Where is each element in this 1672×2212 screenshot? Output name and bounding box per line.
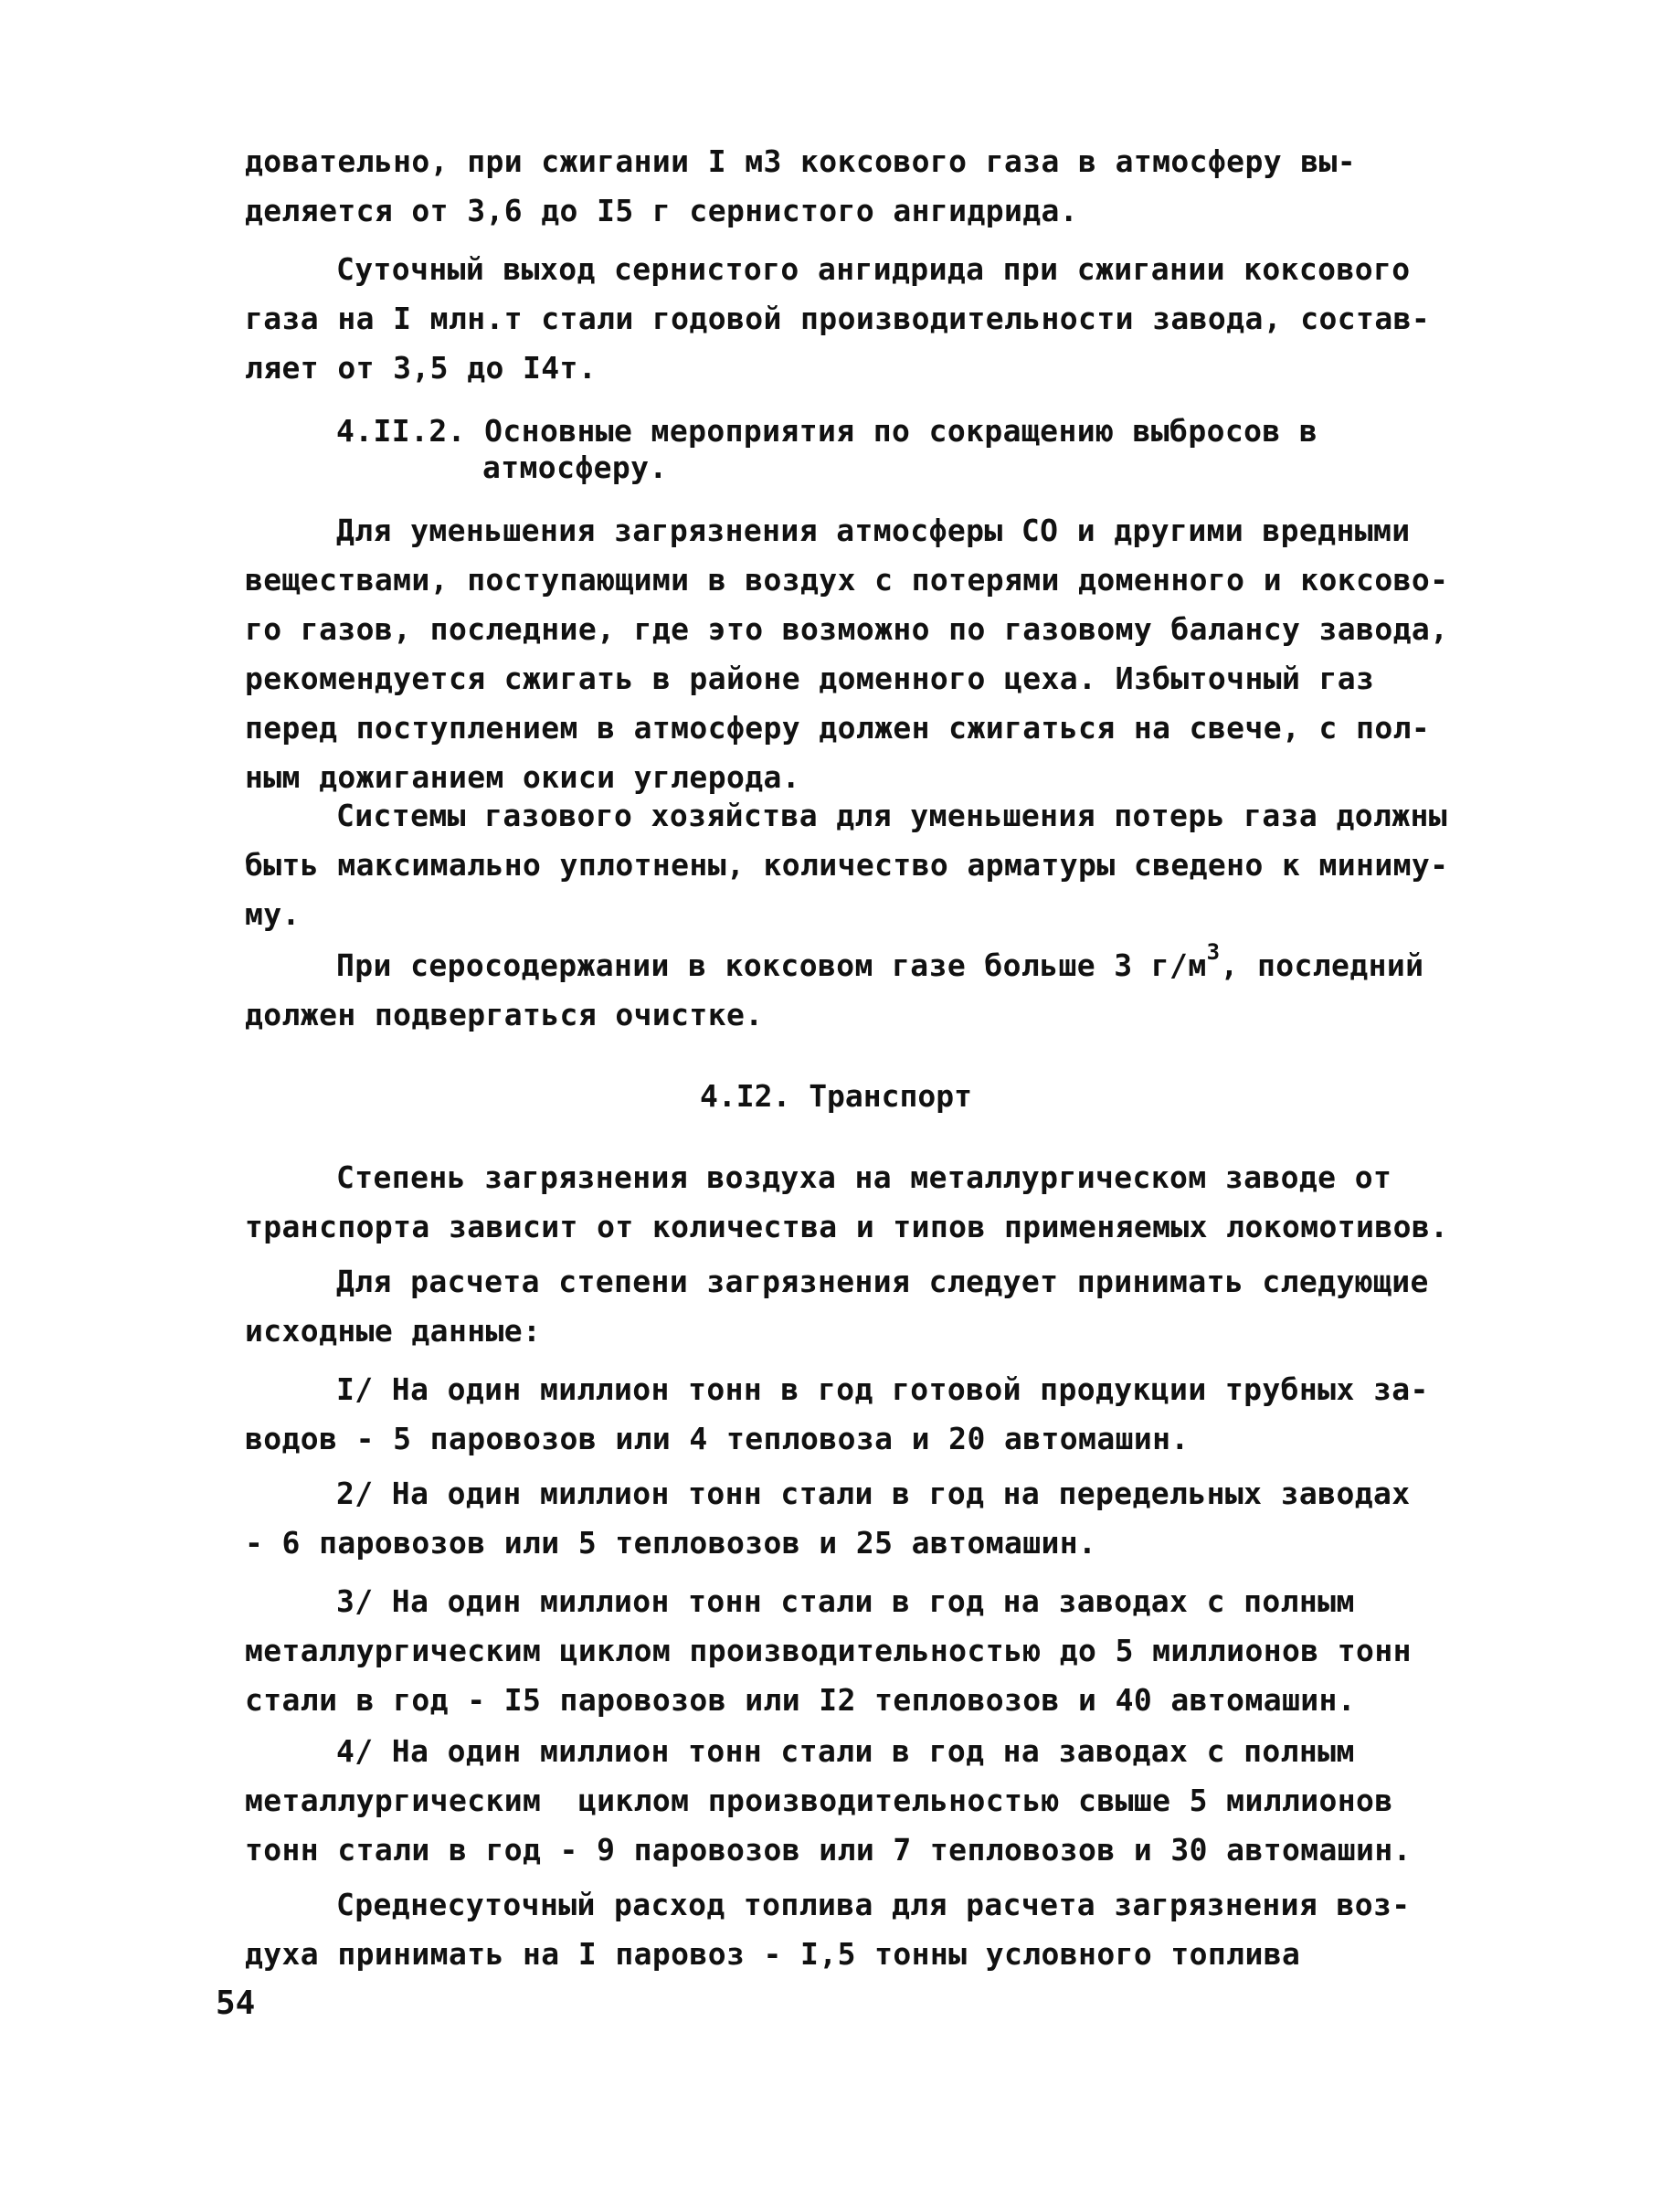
text-line: довательно, при сжигании I м3 коксового газа в атмосферу вы- <box>245 143 1357 179</box>
text-line: - 6 паровозов или 5 тепловозов и 25 автомашин. <box>245 1525 1097 1561</box>
paragraph-continuation <box>245 137 1433 236</box>
text-line: Степень загрязнения воздуха на металлургическом заводе от <box>336 1159 1392 1195</box>
text-line <box>245 941 1433 990</box>
text-line: стали в год - I5 паровозов или I2 тепловозов и 40 автомашин. <box>245 1682 1357 1718</box>
paragraph-emission-measures <box>245 506 1449 802</box>
text-line: 3/ На один миллион тонн стали в год на заводах с полным <box>336 1583 1355 1619</box>
text-line: металлургическим циклом производительностью свыше 5 миллионов <box>245 1783 1393 1818</box>
text-line: го газов, последние, где это возможно по газовому балансу завода, <box>245 611 1449 647</box>
text-line: должен подвергаться очистке. <box>245 997 764 1032</box>
list-item-4 <box>245 1727 1433 1875</box>
text-line: водов - 5 паровозов или 4 тепловоза и 20 автомашин. <box>245 1421 1190 1456</box>
text-line: веществами, поступающими в воздух с потерями доменного и коксово- <box>245 562 1449 598</box>
text-line: духа принимать на I паровоз - I,5 тонны условного топлива <box>245 1936 1301 1972</box>
text-fragment: , последний <box>1220 947 1424 983</box>
paragraph-initial-data <box>245 1257 1433 1356</box>
text-line: му. <box>245 896 301 932</box>
text-line: Для расчета степени загрязнения следует принимать следующие <box>336 1264 1429 1299</box>
text-line: ляет от 3,5 до I4т. <box>245 350 598 386</box>
section-heading-line: атмосферу. <box>482 450 668 485</box>
text-line: 4/ На один миллион тонн стали в год на заводах с полным <box>336 1733 1355 1769</box>
text-line: рекомендуется сжигать в районе доменного цеха. Избыточный газ <box>245 661 1375 696</box>
text-line: быть максимально уплотнены, количество арматуры сведено к миниму- <box>245 847 1449 883</box>
text-line: деляется от 3,6 до I5 г сернистого ангидрида. <box>245 193 1079 228</box>
text-line: ным дожиганием окиси углерода. <box>245 759 801 795</box>
text-fragment: При серосодержании в коксовом газе больше 3 г/м <box>336 947 1207 983</box>
paragraph-sulfur-output <box>245 245 1433 393</box>
text-line: Среднесуточный расход топлива для расчета загрязнения воз- <box>336 1887 1411 1922</box>
text-line: Для уменьшения загрязнения атмосферы СО и другими вредными <box>336 513 1411 548</box>
list-item-1 <box>245 1365 1433 1464</box>
paragraph-sulfur-content <box>245 941 1433 1040</box>
text-line: металлургическим циклом производительностью до 5 миллионов тонн <box>245 1633 1412 1668</box>
section-heading-line: 4.II.2. Основные мероприятия по сокращению выбросов в <box>336 413 1318 449</box>
text-line: I/ На один миллион тонн в год готовой продукции трубных за- <box>336 1371 1429 1407</box>
list-item-3 <box>245 1577 1433 1725</box>
text-line: газа на I млн.т стали годовой производительности завода, состав- <box>245 301 1431 336</box>
text-line: транспорта зависит от количества и типов применяемых локомотивов. <box>245 1209 1449 1244</box>
text-line: 2/ На один миллион тонн стали в год на передельных заводах <box>336 1476 1411 1511</box>
page-number: 54 <box>216 1984 256 2022</box>
list-item-2 <box>245 1469 1433 1568</box>
section-heading-4-12: 4.I2. Транспорт <box>699 1078 972 1114</box>
section-heading-4-11-2 <box>245 413 1433 486</box>
paragraph-fuel-consumption <box>245 1880 1433 1979</box>
text-line: тонн стали в год - 9 паровозов или 7 тепловозов и 30 автомашин. <box>245 1832 1412 1868</box>
text-line: Системы газового хозяйства для уменьшения потерь газа должны <box>336 798 1448 833</box>
text-line: исходные данные: <box>245 1313 542 1349</box>
paragraph-transport-pollution <box>245 1153 1449 1252</box>
paragraph-gas-systems <box>245 791 1449 939</box>
text-line: перед поступлением в атмосферу должен сжигаться на свече, с пол- <box>245 710 1431 746</box>
superscript: 3 <box>1206 939 1221 965</box>
text-line: Суточный выход сернистого ангидрида при сжигании коксового <box>336 251 1411 287</box>
